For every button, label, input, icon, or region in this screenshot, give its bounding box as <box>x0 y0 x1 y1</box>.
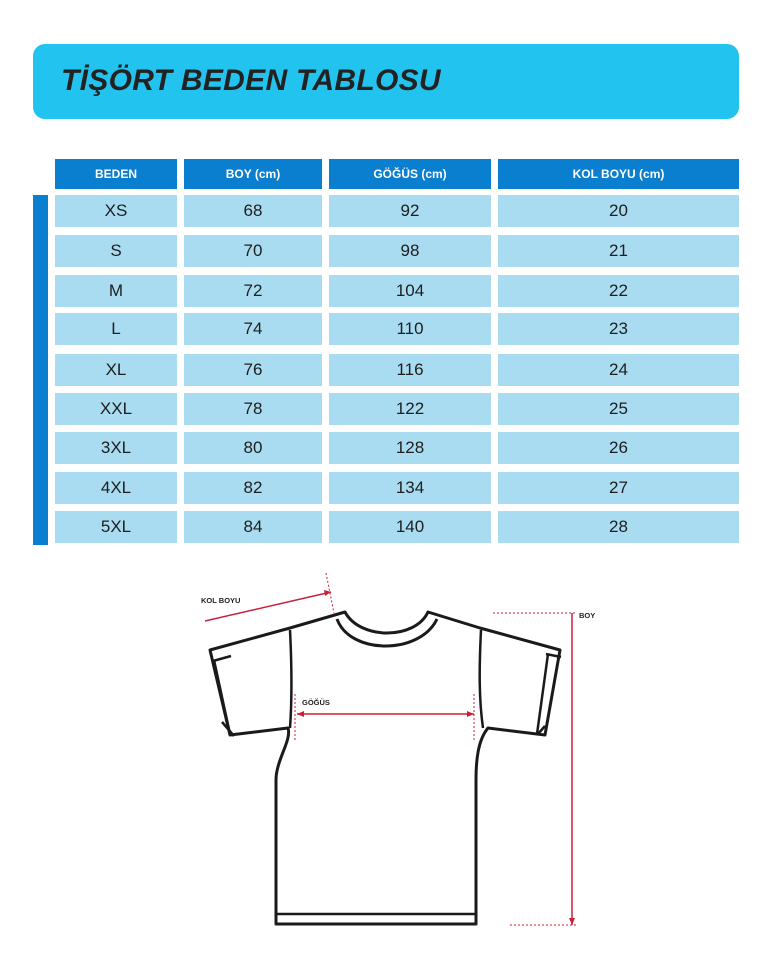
table-cell-kol: 22 <box>498 275 739 307</box>
table-cell-boy: 72 <box>184 275 322 307</box>
table-cell-boy: 84 <box>184 511 322 543</box>
table-cell-boy: 70 <box>184 235 322 267</box>
table-cell-boy: 82 <box>184 472 322 504</box>
table-cell-size: 4XL <box>55 472 177 504</box>
table-cell-size: L <box>55 313 177 345</box>
table-cell-kol: 28 <box>498 511 739 543</box>
table-cell-kol: 20 <box>498 195 739 227</box>
header-beden: BEDEN <box>55 159 177 189</box>
table-cell-boy: 80 <box>184 432 322 464</box>
table-cell-gogus: 92 <box>329 195 491 227</box>
tshirt-outline <box>210 612 560 924</box>
table-cell-gogus: 122 <box>329 393 491 425</box>
table-cell-kol: 21 <box>498 235 739 267</box>
table-cell-kol: 25 <box>498 393 739 425</box>
table-cell-gogus: 116 <box>329 354 491 386</box>
table-cell-boy: 76 <box>184 354 322 386</box>
table-cell-boy: 74 <box>184 313 322 345</box>
page-title: TİŞÖRT BEDEN TABLOSU <box>61 64 441 97</box>
table-cell-gogus: 140 <box>329 511 491 543</box>
kol-boyu-label: KOL BOYU <box>201 596 241 605</box>
table-cell-gogus: 134 <box>329 472 491 504</box>
header-kol-boyu: KOL BOYU (cm) <box>498 159 739 189</box>
table-cell-size: XXL <box>55 393 177 425</box>
table-cell-kol: 24 <box>498 354 739 386</box>
gogus-label: GÖĞÜS <box>302 698 330 707</box>
table-cell-kol: 26 <box>498 432 739 464</box>
table-cell-kol: 23 <box>498 313 739 345</box>
boy-label: BOY <box>579 611 596 620</box>
table-cell-boy: 78 <box>184 393 322 425</box>
table-cell-gogus: 110 <box>329 313 491 345</box>
header-boy: BOY (cm) <box>184 159 322 189</box>
table-cell-boy: 68 <box>184 195 322 227</box>
header-gogus: GÖĞÜS (cm) <box>329 159 491 189</box>
table-cell-size: S <box>55 235 177 267</box>
table-cell-gogus: 104 <box>329 275 491 307</box>
table-cell-size: 3XL <box>55 432 177 464</box>
table-cell-size: M <box>55 275 177 307</box>
table-cell-size: XL <box>55 354 177 386</box>
table-cell-kol: 27 <box>498 472 739 504</box>
table-cell-size: 5XL <box>55 511 177 543</box>
table-cell-gogus: 98 <box>329 235 491 267</box>
table-cell-gogus: 128 <box>329 432 491 464</box>
table-cell-size: XS <box>55 195 177 227</box>
